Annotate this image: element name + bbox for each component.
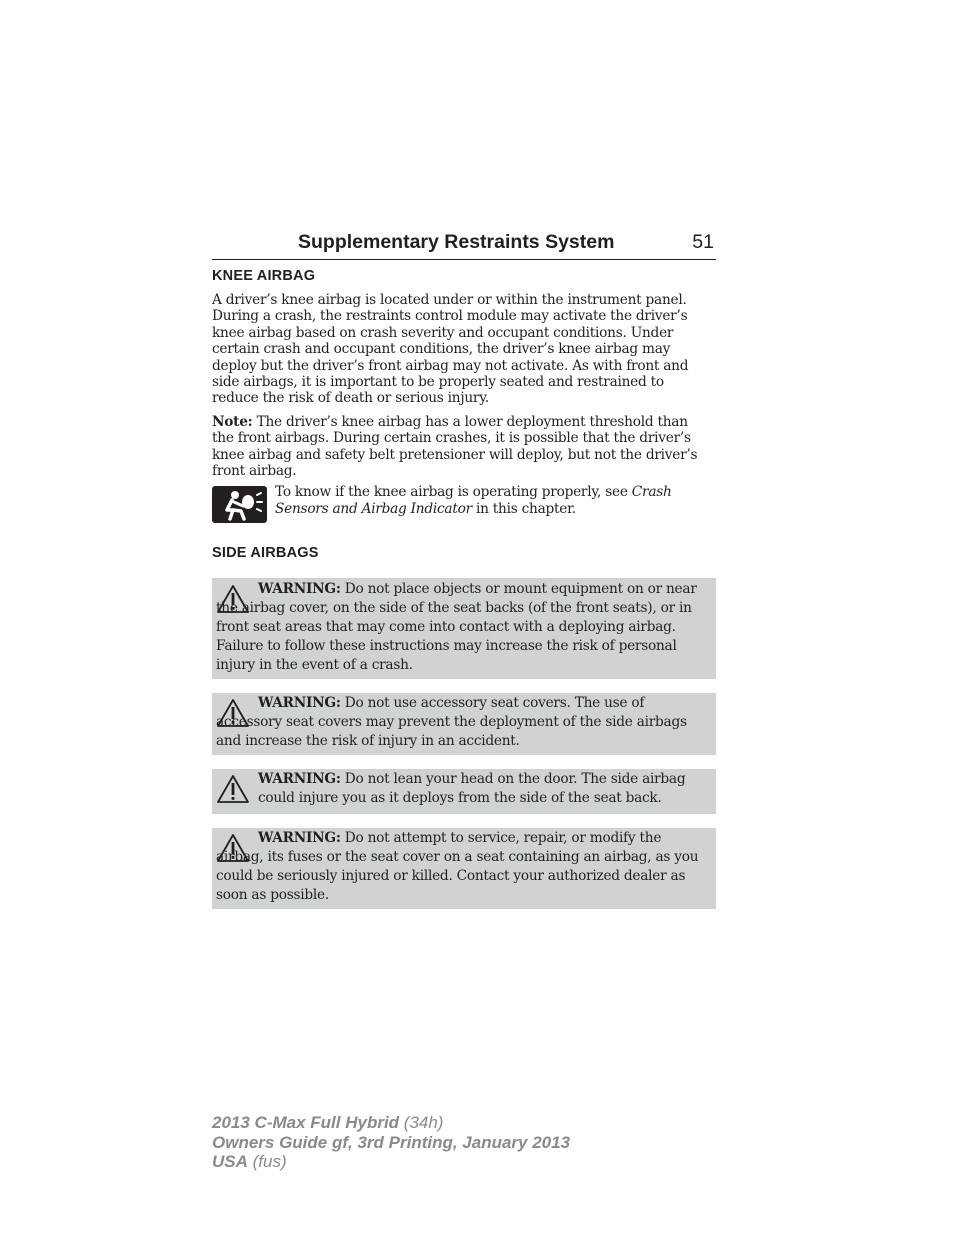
page-footer xyxy=(212,1113,570,1172)
warning-box xyxy=(212,578,716,679)
note-label: Note: xyxy=(212,414,253,430)
warning-label: WARNING: xyxy=(258,695,341,711)
knee-airbag-note xyxy=(212,414,712,480)
crash-sensors-reference: Crash Sensors and Airbag Indicator xyxy=(275,484,672,517)
ref-suffix: in this chapter. xyxy=(471,501,576,517)
airbag-indicator-icon xyxy=(212,486,267,523)
warning-body: Do not attempt to service, repair, or modify the airbag, its fuses or the seat cover on a seat containing an airbag, as you could be seriously injured or killed. Contact your authorized dealer as soon as possible. xyxy=(216,830,699,903)
warning-body: Do not use accessory seat covers. The use of accessory seat covers may prevent the deployment of the side airbags and increase the risk of injury in an accident. xyxy=(216,695,687,749)
footer-line-2 xyxy=(212,1133,570,1153)
footer-line-3 xyxy=(212,1152,570,1172)
page-title: Supplementary Restraints System xyxy=(298,231,615,253)
knee-airbag-body: A driver’s knee airbag is located under or within the instrument panel. During a crash, the restraints control module may activate the driver’s knee airbag based on crash severity and occupant conditions. Under certain crash and occupant conditions, the driver’s knee airbag may deploy but the driver’s front airbag may not activate. As with front and side airbags, it is important to be properly seated and restrained to reduce the risk of death or serious injury. xyxy=(212,292,689,407)
footer-edition: Owners Guide gf, 3rd Printing, January 2013 xyxy=(212,1132,571,1152)
warning-box xyxy=(212,828,716,909)
warning-text xyxy=(216,829,712,905)
warning-box xyxy=(212,693,716,755)
warning-triangle-icon xyxy=(216,774,250,804)
warning-body: Do not place objects or mount equipment on or near the airbag cover, on the side of the seat backs (of the front seats), or in front seat areas that may come into contact with a deploying airbag. Failure to follow these instructions may increase the risk of personal injury in the event of a crash. xyxy=(216,581,697,673)
ref-prefix: To know if the knee airbag is operating properly, see xyxy=(275,484,632,500)
warning-label: WARNING: xyxy=(258,581,341,597)
warning-label: WARNING: xyxy=(258,771,341,787)
footer-line-1 xyxy=(212,1113,570,1133)
warning-text xyxy=(216,694,712,751)
warning-text xyxy=(258,770,712,808)
warning-body: Do not lean your head on the door. The side airbag could injure you as it deploys from the side of the seat back. xyxy=(258,771,686,806)
footer-market: USA xyxy=(212,1152,248,1171)
footer-model: 2013 C-Max Full Hybrid xyxy=(212,1113,400,1132)
knee-airbag-heading: KNEE AIRBAG xyxy=(212,268,316,284)
knee-airbag-reference xyxy=(275,484,715,518)
side-airbags-heading: SIDE AIRBAGS xyxy=(212,545,319,561)
page-number: 51 xyxy=(692,231,714,253)
footer-market-code: (fus) xyxy=(247,1152,287,1171)
footer-model-code: (34h) xyxy=(399,1113,444,1132)
page-header xyxy=(212,228,716,260)
warning-text xyxy=(216,580,712,675)
warning-box xyxy=(212,769,716,814)
note-text: The driver’s knee airbag has a lower deployment threshold than the front airbags. During certain crashes, it is possible that the driver’s knee airbag and safety belt pretensioner will deploy, but not the driver’s front airbag. xyxy=(212,414,698,480)
warning-label: WARNING: xyxy=(258,830,341,846)
